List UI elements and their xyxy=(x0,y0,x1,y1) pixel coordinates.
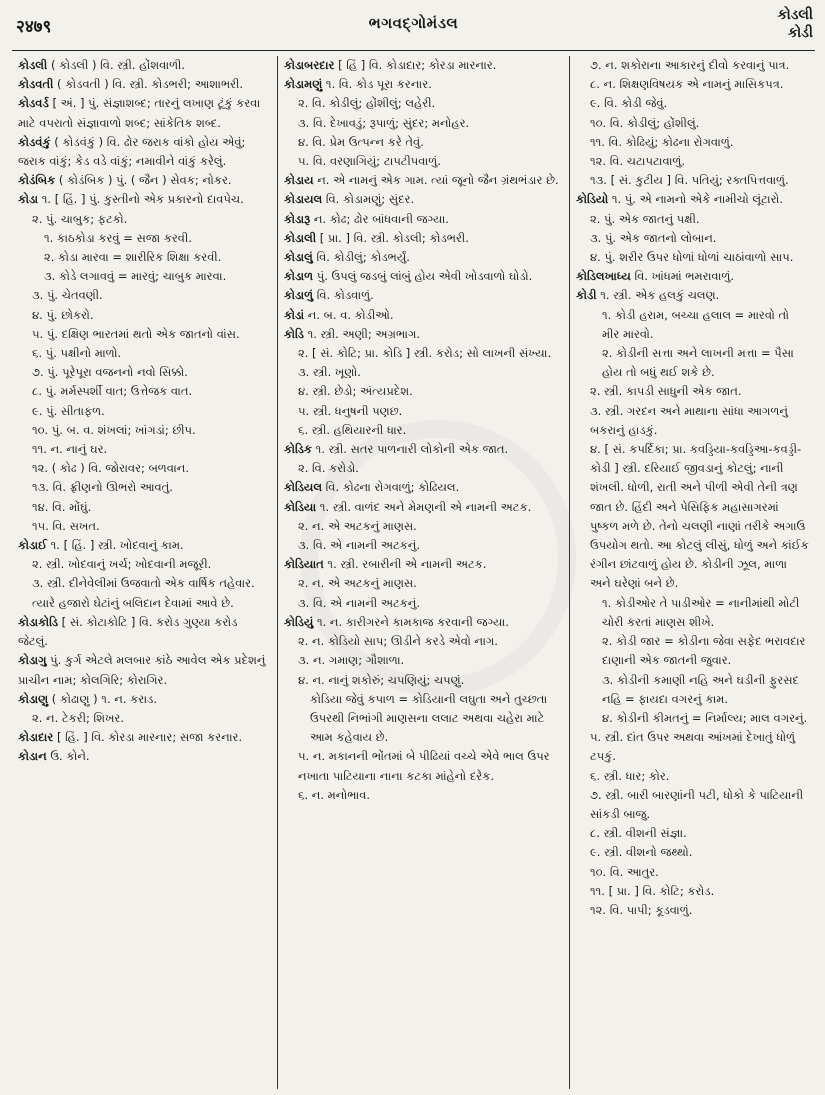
entry-sense xyxy=(576,210,809,229)
entry-sense xyxy=(18,709,271,728)
headword: કોડવંકું xyxy=(18,134,51,149)
entry-sense xyxy=(18,382,271,401)
definition-text: ૩. કોડીની કમાણી નહિ અને ઘડીની ફુરસદ નહિ = ફાયદા વગરનું કામ. xyxy=(602,672,799,706)
dictionary-entry xyxy=(284,498,563,517)
definition-text: ૯. પું. સીતાફળ. xyxy=(32,403,105,418)
headword: કોડાલી xyxy=(284,230,317,245)
definition-text: [ અં. ] પું. સંજ્ઞાશબ્દ; તારનું લખાણ ટૂંકું કરવા માટે વપરાતો સંજ્ઞાવાળો શબ્દ; સાંકેતિક શબ્દ. xyxy=(18,96,261,130)
definition-text: ૧. કોડી હરામ, બચ્ચા હલાલ = મારવો તો મીર મારવો. xyxy=(602,307,790,341)
definition-text: ૨. ન. ટેકરી; શિખર. xyxy=(32,710,125,725)
entry-sense xyxy=(18,574,271,612)
entry-sense xyxy=(576,901,809,920)
entry-sense xyxy=(284,517,563,536)
entry-sense xyxy=(18,459,271,478)
entry-sense xyxy=(284,344,563,363)
definition-text: ૫. વિ. વરણાગિયું; ટાપટીપવાળું. xyxy=(298,154,441,169)
definition-text: ૧૧. ન. નાનું ઘર. xyxy=(32,442,108,457)
definition-text: ૧. સ્ત્રી. એક હલકું ચલણ. xyxy=(596,288,720,303)
entry-sense xyxy=(284,594,563,613)
definition-text: ૬. સ્ત્રી. હથિયારની ધાર. xyxy=(298,422,407,437)
headword: કોડાય xyxy=(284,173,314,188)
definition-text: ૩. કોડે લગાવવું = મારવું; ચાબુક મારવા. xyxy=(44,269,227,284)
definition-text: ૩. સ્ત્રી. ગરદન અને માથાના સાંધા આગળનું બકરાનું હાડકું. xyxy=(590,403,788,437)
headword: કોડાળું xyxy=(284,288,314,303)
dictionary-entry xyxy=(18,133,271,171)
definition-text: [ હિં. ] વિ. કોરડા મારનાર; સજા કરનાર. xyxy=(53,730,243,745)
entry-sense xyxy=(18,248,271,267)
definition-text: ૧૩. [ સં. કુટીય ] વિ. પતિયું; રક્તપિત્તવાળું. xyxy=(590,173,789,188)
column-2 xyxy=(277,56,569,1089)
headword: કોડલી xyxy=(18,58,48,72)
headword: કોડિક xyxy=(284,442,313,457)
definition-text: ( કોડલી ) વિ. સ્ત્રી. હોંશવાળી. xyxy=(47,58,185,72)
headword: કોડિયાત xyxy=(284,557,324,572)
definition-text: [ સં. કોટાકોટિ ] વિ. કરોડ ગુણ્યા કરોડ જેટલું. xyxy=(18,614,238,649)
entry-sense xyxy=(576,786,809,824)
headword: કોડિ xyxy=(284,326,304,341)
headword: કોડાકોડિ xyxy=(18,614,59,629)
headword: કોડિયો xyxy=(576,192,609,207)
entry-sense xyxy=(284,671,563,690)
definition-text: ૩. સ્ત્રી. દીનેવેલીમાં ઉજવાતો એક વાર્ષિક તહેવાર. ત્યારે હજારો ઘેટાંનું બલિદાન દેવામાં આવે છે. xyxy=(32,576,255,610)
definition-text: ન. કોઢ; ઢોર બાંધવાની જગ્યા. xyxy=(310,211,449,226)
entry-sense xyxy=(576,632,809,670)
dictionary-entry xyxy=(284,56,563,75)
guide-word-first: કોડલી xyxy=(777,7,813,23)
definition-text: ૪. પું. શરીર ઉપર ધોળાં ધોળાં ચાઠાંવાળો સાપ. xyxy=(590,250,794,265)
entry-sense xyxy=(576,402,809,440)
definition-text: ૨. સ્ત્રી. ખોદવાનું ખર્ચ; ખોદવાની મજૂરી. xyxy=(32,557,212,572)
headword: કોડાદાર xyxy=(18,730,54,745)
definition-text: ૧. સ્ત્રી. અણી; અગ્રભાગ. xyxy=(303,326,421,341)
definition-text: ૭. સ્ત્રી. બારી બારણાંની પટી, ધોકો કે પાટિયાની સાંકડી બાજુ. xyxy=(590,787,804,821)
definition-text: વિ. કોઢના રોગવાળું; કોઢિયલ. xyxy=(322,480,460,495)
definition-text: ૪. કોડીની કીમતનું = નિર્માલ્ય; માલ વગરનું. xyxy=(602,710,808,725)
definition-text: ૬. સ્ત્રી. ધાર; કોર. xyxy=(590,768,670,783)
definition-text: ૧૨. વિ. ચટાપટાવાળું. xyxy=(590,154,686,169)
dictionary-entry xyxy=(18,94,271,132)
definition-text: પું. કુર્ગ એટલે મલબાર કાંઠે આવેલ એક પ્રદેશનું પ્રાચીન નામ; કોલગિરિ; કોરાગિર. xyxy=(18,653,266,687)
definition-text: ૫. પું. દક્ષિણ ભારતમાં થતો એક જાતનો વાંસ. xyxy=(32,326,240,341)
dictionary-entry xyxy=(284,325,563,344)
dictionary-entry xyxy=(284,286,563,305)
definition-text: ૨. કોડી જાર = કોડીના જેવા સફેદ ભરાવદાર દાણાની એક જાતની જુવાર. xyxy=(602,634,806,668)
dictionary-entry xyxy=(284,210,563,229)
definition-text: ૨. કોડીની સત્તા અને લાખની મત્તા = પૈસા હોય તો બધું થઈ શકે છે. xyxy=(602,346,794,380)
definition-text: [ હિં ] વિ. કોડાદાર; કોરડા મારનાર. xyxy=(334,58,497,72)
definition-text: ૧. પું. એ નામનો એકે નામીચો લૂંટારો. xyxy=(608,192,784,207)
dictionary-entry xyxy=(284,306,563,325)
definition-text: ૨. ન. કોડિયો સાપ; ઊડીને કરડે એવો નાગ. xyxy=(298,634,498,649)
headword: કોડાન xyxy=(18,749,47,764)
definition-text: ૧. [ હિં. ] સ્ત્રી. ખોદવાનું કામ. xyxy=(47,538,184,553)
definition-text: ૫. સ્ત્રી. દાંત ઉપર અથવા આંખમાં દેખાતું ધોળું ટપકું. xyxy=(590,730,796,764)
definition-text: ૧. સ્ત્રી. વાળંદ અને મેમણની એ નામની અટક. xyxy=(316,499,532,514)
definition-text: ૫. સ્ત્રી. ધનુષની પણછ. xyxy=(298,403,403,418)
definition-text: ૯. સ્ત્રી. વીશનો જથ્થો. xyxy=(590,845,693,860)
headword: કોડિયું xyxy=(284,614,314,629)
entry-sense xyxy=(18,555,271,574)
entry-sense xyxy=(284,114,563,133)
headword: કોડી xyxy=(576,288,597,303)
entry-sense xyxy=(576,767,809,786)
entry-sense xyxy=(576,594,809,632)
entry-sense xyxy=(18,440,271,459)
definition-text: ૧૧. વિ. કોઢિયું; કોઢના રોગવાળું. xyxy=(590,134,734,149)
headword: કોડવતી xyxy=(18,77,54,92)
definition-text: ( કોઢાણુ ) ૧. ન. કરાડ. xyxy=(48,691,157,706)
headword: કોડિયલ xyxy=(284,480,323,495)
definition-text: ૭. ન. શકોરાના આકારનું દીવો કરવાનું પાત્ર. xyxy=(590,58,790,72)
dictionary-entry xyxy=(576,190,809,209)
headword: કોડાણુ xyxy=(18,691,49,706)
dictionary-entry xyxy=(284,229,563,248)
entry-sense xyxy=(18,478,271,497)
definition-text: ૪. પું. છોકરો. xyxy=(32,307,94,322)
definition-text: વિ. કોડવાળું. xyxy=(313,288,374,303)
definition-text: ૪. સ્ત્રી. છેડો; અંત્યપ્રદેશ. xyxy=(298,384,413,399)
entry-sense xyxy=(284,632,563,651)
dictionary-entry xyxy=(284,440,563,459)
headword: કોડાં xyxy=(284,307,305,322)
definition-text: ૪. [ સં. કપર્દિકા; પ્રા. કવડ્ડિયા-કવડ્ડિઆ-કવડ્ડી-કોડી ] સ્ત્રી. દરિયાઈ જીવડાનું કોટલું; નાની શંખલી. ધોળી, રાતી અને પીળી એવી તેની ત્રણ જાત છે. હિંદી અને પેસિફિક મહાસાગરમાં પુષ્કળ મળે છે. તેનો ચલણી નાણાં તરીકે અગાઉ ઉપયોગ થતો. આ કોટલું લીસું, ધોળું અને કાંઈક રંગીન છાંટવાળું હોય છે. કોડીની ઝૂલ, માળા અને ઘરેણાં બને છે. xyxy=(590,442,809,591)
definition-text: ૧૨. વિ. પાપી; કૂડવાળું. xyxy=(590,902,693,917)
entry-sense xyxy=(18,498,271,517)
definition-text: ૩. પું. એક જાતનો લોબાન. xyxy=(590,230,717,245)
entry-sense xyxy=(576,306,809,344)
dictionary-entry xyxy=(284,478,563,497)
entry-sense xyxy=(576,709,809,728)
entry-sense xyxy=(284,133,563,152)
definition-text: ન. બ. વ. કોડીઓ. xyxy=(304,307,394,322)
definition-text: ૮. સ્ત્રી. વીશની સંજ્ઞા. xyxy=(590,826,687,841)
definition-text: ( કોડવતી ) વિ. સ્ત્રી. કોડભરી; આશાભરી. xyxy=(53,77,244,92)
definition-text: ૧. વિ. કોડ પૂરા કરનાર. xyxy=(322,77,432,92)
headword: કોડાગુ xyxy=(18,653,47,668)
definition-text: ૩. સ્ત્રી. ખૂણો. xyxy=(298,365,361,380)
definition-text: વિ. ખાંધમાં ભમરાવાળું. xyxy=(630,269,735,284)
definition-text: ૧૧. [ પ્રા. ] વિ. કોટિ; કરોડ. xyxy=(590,883,715,898)
headword: કોડાલું xyxy=(284,250,313,265)
definition-text: વિ. કોડીલું; કોડભર્યું. xyxy=(312,250,410,265)
entry-sense xyxy=(576,229,809,248)
entry-sense xyxy=(576,133,809,152)
headword: કોડિલખાધ્ય xyxy=(576,269,631,284)
definition-text: ૨. [ સં. કોટિ; પ્રા. કોડિ ] સ્ત્રી. કરોડ; સો લાખની સંખ્યા. xyxy=(298,346,552,361)
headword: કોડવર્ડ xyxy=(18,96,49,111)
definition-text: ( કોડવંકું ) વિ. ઢોર જરાક વાંકો હોય એવું; જરાક વાંકું; કેડ વડે વાંકું; નમાવીને વાંકું કરેલું. xyxy=(18,134,246,169)
entry-sense xyxy=(576,382,809,401)
entry-sense xyxy=(284,690,563,748)
dictionary-entry xyxy=(576,267,809,286)
headword: કોડામણું xyxy=(284,77,323,92)
entry-sense xyxy=(284,402,563,421)
dictionary-entry xyxy=(18,190,271,209)
definition-text: ૨. વિ. કરોડો. xyxy=(298,461,359,476)
definition-text: પું. ઉપલું જડબું લાંબું હોય એવી ખોડવાળો ઘોડો. xyxy=(313,269,533,284)
entry-sense xyxy=(576,824,809,843)
dictionary-entry xyxy=(284,613,563,632)
entry-sense xyxy=(284,651,563,670)
headword: કોડિયા xyxy=(284,499,317,514)
definition-text: ૮. પું. મર્મસ્પર્શી વાત; ઉત્તેજક વાત. xyxy=(32,384,193,399)
definition-text: ૧૦. વિ. કોડીલું; હોંશીલું. xyxy=(590,115,700,130)
entry-sense xyxy=(576,863,809,882)
running-title: ભગવદ્ગોમંડલ xyxy=(368,14,459,32)
entry-sense xyxy=(18,229,271,248)
definition-text: ૪. વિ. પ્રેમ ઉત્પન્ન કરે તેવું. xyxy=(298,134,424,149)
entry-sense xyxy=(18,267,271,286)
definition-text: ૨. પું. એક જાતનું પક્ષી. xyxy=(590,211,700,226)
definition-text: ૧૪. વિ. મોંઘું. xyxy=(32,499,92,514)
entry-sense xyxy=(284,786,563,805)
page-number: २४७९ xyxy=(16,17,52,37)
definition-text: ૨. સ્ત્રી. કાપડી સાધુની એક જાત. xyxy=(590,384,742,399)
definition-text: ૩. ન. ગમાણ; ગૌશાળા. xyxy=(298,653,405,668)
dictionary-entry xyxy=(576,286,809,305)
dictionary-entry xyxy=(18,728,271,747)
definition-text: ૧. સ્ત્રી. રબારીની એ નામની અટક. xyxy=(323,557,487,572)
definition-text: ૧. કોડીઓર તે પાડીઓર = નાનીમાંથી મોટી ચોરી કરતાં માણસ શીખે. xyxy=(602,595,800,629)
entry-sense xyxy=(18,210,271,229)
dictionary-entry xyxy=(284,75,563,94)
definition-text: ન. એ નામનું એક ગામ. ત્યાં જૂનો જૈન ગ્રંથભંડાર છે. xyxy=(313,173,559,188)
definition-text: ૩. વિ. એ નામની અટકનું. xyxy=(298,595,421,610)
definition-text: ૧. સ્ત્રી. સતર પાળનારી લોકોની એક જાત. xyxy=(312,442,509,457)
headword: કોડાયલ xyxy=(284,192,323,207)
entry-sense xyxy=(18,421,271,440)
definition-text: ૩. વિ. એ નામની અટકનું. xyxy=(298,538,421,553)
definition-text: ૧. [ હિં. ] પું. કુસ્તીનો એક પ્રકારનો દાવપેચ. xyxy=(38,192,244,207)
dictionary-entry xyxy=(284,267,563,286)
definition-text: ૪. ન. નાનું શકોરું; ચપણિયું; ચપણું. xyxy=(298,672,465,687)
definition-text: ૮. ન. શિક્ષણવિષયક એ નામનું માસિકપત્ર. xyxy=(590,77,784,92)
dictionary-entry xyxy=(18,651,271,689)
dictionary-entry xyxy=(284,555,563,574)
definition-text: ૫. ન. મકાનની ભોંતમાં બે પીઢિયાં વચ્ચે એવે ભાલ ઉપર નખાતા પાટિયાના નાના કટકા માંહેનો દરેક. xyxy=(298,749,550,783)
headword: કોડાઈ xyxy=(18,538,48,553)
definition-text: ૯. વિ. કોડી જેવું. xyxy=(590,96,668,111)
entry-sense xyxy=(576,248,809,267)
definition-text: ૨. ન. એ અટકનું માણસ. xyxy=(298,518,417,533)
entry-sense xyxy=(284,382,563,401)
column-3 xyxy=(569,56,815,1089)
headword: કોડંબિક xyxy=(18,173,56,188)
entry-sense xyxy=(284,94,563,113)
entry-sense xyxy=(284,747,563,785)
definition-text: કોડિયા જેવું કપાળ = કોડિયાની લઘુતા અને તુચ્છતા ઉપરથી નિભાંગી માણસના લલાટ અથવા ચહેરા માટે આમ કહેવાય છે. xyxy=(310,691,548,745)
definition-text: ૨. કોડા મારવા = શારીરિક શિક્ષા કરવી. xyxy=(44,250,222,265)
dictionary-entry xyxy=(284,248,563,267)
entry-sense xyxy=(576,440,809,594)
entry-sense xyxy=(576,671,809,709)
definition-text: ૧૨. ( કોઢ ) વિ. જોરાવર; બળવાન. xyxy=(32,461,189,476)
definition-text: ૧૦. પું. બ. વ. શંખલાં; ખાંગડાં; છીપ. xyxy=(32,422,196,437)
entry-sense xyxy=(576,843,809,862)
definition-text: ૧૩. વિ. ફ્રીણનો ઊભરો આવતું. xyxy=(32,480,173,495)
dictionary-entry xyxy=(18,171,271,190)
entry-sense xyxy=(18,344,271,363)
headword: કોડાળ xyxy=(284,269,314,284)
page-header xyxy=(14,4,813,48)
definition-text: ૩. પું. ચેતવણી. xyxy=(32,288,103,303)
entry-sense xyxy=(18,363,271,382)
entry-sense xyxy=(576,728,809,766)
entry-sense xyxy=(576,882,809,901)
entry-sense xyxy=(576,344,809,382)
definition-text: ૭. પું. પૂરેપૂરા વજનનો નવો સિક્કો. xyxy=(32,365,188,380)
definition-text: ૨. પું. ચાબુક; ફટકો. xyxy=(32,211,128,226)
column-1 xyxy=(12,56,277,1089)
definition-text: ૨. ન. એ અટકનું માણસ. xyxy=(298,576,417,591)
entry-sense xyxy=(284,421,563,440)
entry-sense xyxy=(576,75,809,94)
definition-text: ૧. કાઠકોડા કરવું = સજા કરવી. xyxy=(44,230,192,245)
entry-sense xyxy=(284,363,563,382)
definition-text: ૬. ન. મનોભાવ. xyxy=(298,787,371,802)
entry-columns xyxy=(12,56,815,1089)
definition-text: ( કોડંબિક ) પું. ( જૈન ) સેવક; નોકર. xyxy=(55,173,232,188)
definition-text: [ પ્રા. ] વિ. સ્ત્રી. કોડલી; કોડભરી. xyxy=(316,230,469,245)
entry-sense xyxy=(284,152,563,171)
entry-sense xyxy=(576,56,809,75)
entry-sense xyxy=(18,402,271,421)
entry-sense xyxy=(284,574,563,593)
header-rule xyxy=(12,50,815,51)
entry-sense xyxy=(18,286,271,305)
headword: કોડા xyxy=(18,192,39,207)
definition-text: ૧. ન. કારીગરને કામકાજ કરવાની જગ્યા. xyxy=(313,614,509,629)
dictionary-entry xyxy=(284,171,563,190)
entry-sense xyxy=(576,152,809,171)
headword: કોડાબરદાર xyxy=(284,58,335,72)
definition-text: વિ. કોડામણું; સુંદર. xyxy=(322,192,415,207)
entry-sense xyxy=(576,114,809,133)
headword: કોડારૂ xyxy=(284,211,311,226)
entry-sense xyxy=(576,94,809,113)
dictionary-entry xyxy=(18,56,271,75)
definition-text: ઉ. કોને. xyxy=(46,749,90,764)
guide-word-last: કોડી xyxy=(787,25,813,41)
dictionary-entry xyxy=(18,613,271,651)
entry-sense xyxy=(18,306,271,325)
definition-text: ૧૫. વિ. સખત. xyxy=(32,518,100,533)
dictionary-entry xyxy=(18,75,271,94)
dictionary-entry xyxy=(18,747,271,766)
definition-text: ૨. વિ. કોડીલું; હોંશીલું; લહેરી. xyxy=(298,96,436,111)
dictionary-entry xyxy=(18,690,271,709)
entry-sense xyxy=(576,171,809,190)
definition-text: ૧૦. વિ. આતુર. xyxy=(590,864,659,879)
definition-text: ૩. વિ. દેખાવડું; રૂપાળું; સુંદર; મનોહર. xyxy=(298,115,470,130)
dictionary-entry xyxy=(18,536,271,555)
entry-sense xyxy=(18,517,271,536)
dictionary-entry xyxy=(284,190,563,209)
entry-sense xyxy=(18,325,271,344)
guide-words xyxy=(777,6,813,42)
definition-text: ૬. પું. પક્ષીનો માળો. xyxy=(32,346,122,361)
entry-sense xyxy=(284,536,563,555)
entry-sense xyxy=(284,459,563,478)
